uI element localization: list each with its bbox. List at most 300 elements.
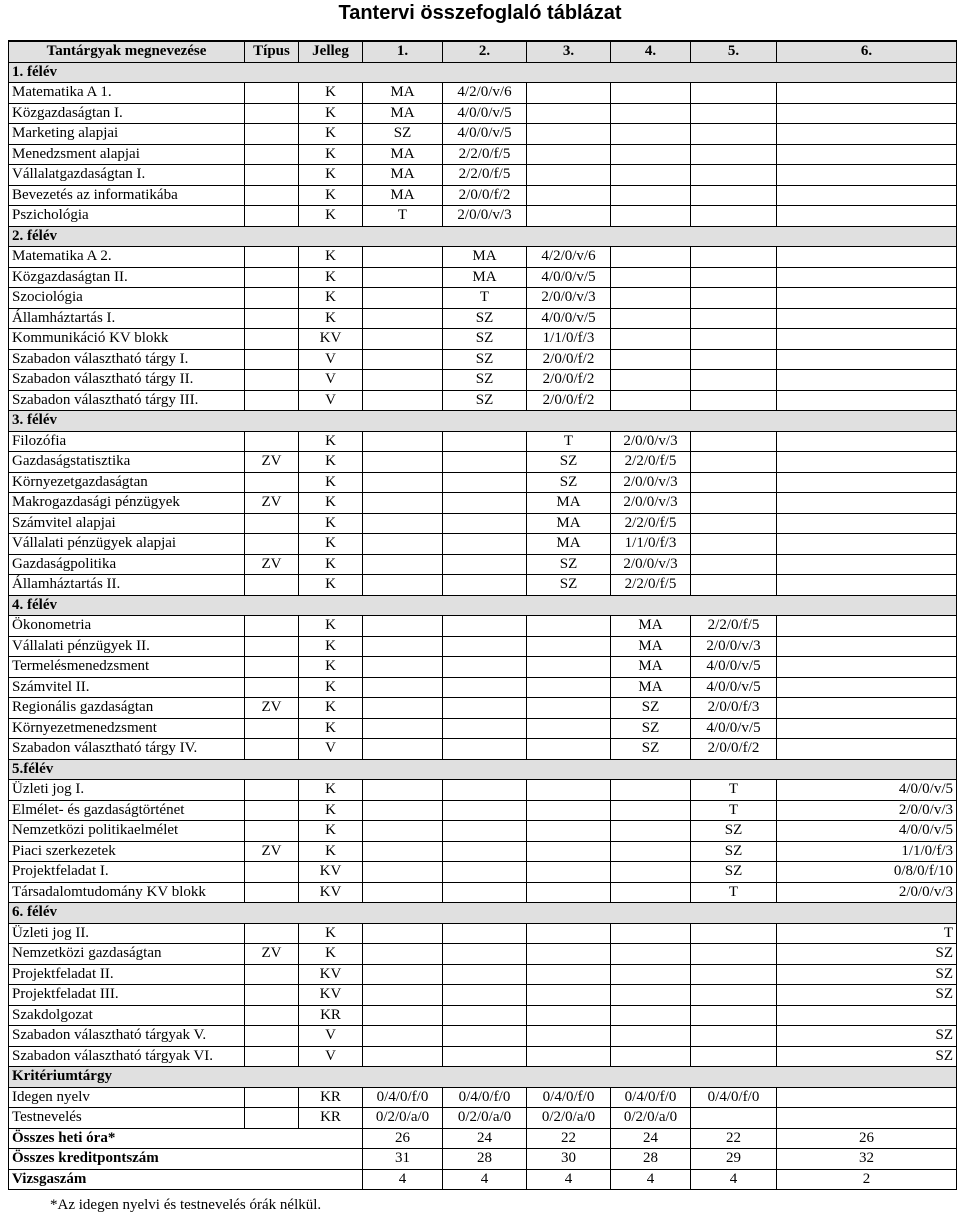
semester-6-cell: SZ xyxy=(777,964,957,985)
semester-3-cell: 2/0/0/f/2 xyxy=(527,390,611,411)
semester-6-cell: 4/0/0/v/5 xyxy=(777,780,957,801)
semester-5-cell xyxy=(691,554,777,575)
semester-4-cell: SZ xyxy=(611,698,691,719)
semester-5-cell: SZ xyxy=(691,862,777,883)
semester-6-cell: 4/0/0/v/5 xyxy=(777,821,957,842)
summary-value-sem-3: 30 xyxy=(527,1149,611,1170)
table-row xyxy=(9,472,957,493)
semester-3-cell: MA xyxy=(527,493,611,514)
semester-6-cell xyxy=(777,165,957,186)
subject-name: Vállalatgazdaságtan I. xyxy=(9,165,245,186)
table-row xyxy=(9,575,957,596)
subject-character: K xyxy=(299,247,363,268)
semester-5-cell: T xyxy=(691,780,777,801)
header-semester-6: 6. xyxy=(777,41,957,62)
subject-character: K xyxy=(299,472,363,493)
semester-5-cell: 0/4/0/f/0 xyxy=(691,1087,777,1108)
semester-2-cell xyxy=(443,862,527,883)
subject-character: KR xyxy=(299,1087,363,1108)
header-semester-3: 3. xyxy=(527,41,611,62)
semester-3-cell xyxy=(527,821,611,842)
subject-character: K xyxy=(299,698,363,719)
subject-type: ZV xyxy=(245,554,299,575)
semester-4-cell xyxy=(611,247,691,268)
summary-value-sem-1: 31 xyxy=(363,1149,443,1170)
semester-4-cell: MA xyxy=(611,616,691,637)
table-row xyxy=(9,944,957,965)
subject-character: KV xyxy=(299,329,363,350)
subject-type: ZV xyxy=(245,452,299,473)
semester-5-cell: 2/0/0/v/3 xyxy=(691,636,777,657)
table-row xyxy=(9,185,957,206)
summary-value-sem-2: 28 xyxy=(443,1149,527,1170)
subject-character: K xyxy=(299,144,363,165)
subject-character: K xyxy=(299,267,363,288)
subject-character: V xyxy=(299,739,363,760)
subject-name: Társadalomtudomány KV blokk xyxy=(9,882,245,903)
subject-name: Környezetmenedzsment xyxy=(9,718,245,739)
subject-name: Piaci szerkezetek xyxy=(9,841,245,862)
subject-type xyxy=(245,206,299,227)
semester-4-cell: 2/0/0/v/3 xyxy=(611,472,691,493)
subject-name: Szabadon választható tárgyak V. xyxy=(9,1026,245,1047)
semester-1-cell xyxy=(363,1046,443,1067)
semester-5-cell xyxy=(691,185,777,206)
semester-4-cell xyxy=(611,862,691,883)
semester-4-cell xyxy=(611,1046,691,1067)
subject-name: Kommunikáció KV blokk xyxy=(9,329,245,350)
semester-2-cell xyxy=(443,923,527,944)
semester-6-cell xyxy=(777,206,957,227)
semester-2-cell xyxy=(443,575,527,596)
subject-character: K xyxy=(299,841,363,862)
subject-character: K xyxy=(299,103,363,124)
semester-6-cell xyxy=(777,431,957,452)
semester-1-cell: MA xyxy=(363,165,443,186)
semester-1-cell xyxy=(363,800,443,821)
summary-row xyxy=(9,1149,957,1170)
subject-type xyxy=(245,739,299,760)
semester-1-cell xyxy=(363,390,443,411)
semester-2-cell xyxy=(443,431,527,452)
semester-4-cell: 1/1/0/f/3 xyxy=(611,534,691,555)
table-row xyxy=(9,1026,957,1047)
semester-2-cell xyxy=(443,1046,527,1067)
semester-3-cell xyxy=(527,83,611,104)
semester-4-cell: MA xyxy=(611,677,691,698)
semester-1-cell: T xyxy=(363,206,443,227)
table-row xyxy=(9,124,957,145)
subject-type xyxy=(245,370,299,391)
semester-6-cell: SZ xyxy=(777,1046,957,1067)
semester-3-cell: MA xyxy=(527,513,611,534)
subject-name: Vállalati pénzügyek II. xyxy=(9,636,245,657)
subject-character: K xyxy=(299,308,363,329)
semester-2-cell xyxy=(443,513,527,534)
semester-5-cell: 2/0/0/f/3 xyxy=(691,698,777,719)
semester-6-cell xyxy=(777,144,957,165)
semester-1-cell xyxy=(363,862,443,883)
subject-character: K xyxy=(299,677,363,698)
semester-1-cell xyxy=(363,1026,443,1047)
table-row xyxy=(9,841,957,862)
semester-5-cell xyxy=(691,923,777,944)
summary-value-sem-5: 22 xyxy=(691,1128,777,1149)
semester-6-cell xyxy=(777,247,957,268)
semester-2-cell: SZ xyxy=(443,329,527,350)
table-row xyxy=(9,985,957,1006)
subject-character: K xyxy=(299,944,363,965)
semester-1-cell xyxy=(363,493,443,514)
table-row xyxy=(9,103,957,124)
subject-type: ZV xyxy=(245,841,299,862)
section-title: 5.félév xyxy=(9,759,957,780)
semester-4-cell xyxy=(611,821,691,842)
semester-3-cell xyxy=(527,1005,611,1026)
semester-6-cell xyxy=(777,739,957,760)
section-title: 1. félév xyxy=(9,62,957,83)
semester-5-cell xyxy=(691,329,777,350)
subject-character: K xyxy=(299,431,363,452)
subject-type xyxy=(245,1108,299,1129)
semester-6-cell: 2/0/0/v/3 xyxy=(777,800,957,821)
semester-1-cell xyxy=(363,513,443,534)
semester-2-cell xyxy=(443,821,527,842)
semester-2-cell xyxy=(443,472,527,493)
subject-name: Gazdaságpolitika xyxy=(9,554,245,575)
table-row xyxy=(9,267,957,288)
subject-character: K xyxy=(299,575,363,596)
semester-3-cell xyxy=(527,657,611,678)
semester-4-cell xyxy=(611,267,691,288)
subject-name: Közgazdaságtan I. xyxy=(9,103,245,124)
semester-1-cell xyxy=(363,554,443,575)
semester-5-cell xyxy=(691,944,777,965)
semester-1-cell: 0/2/0/a/0 xyxy=(363,1108,443,1129)
semester-1-cell xyxy=(363,718,443,739)
semester-4-cell: 2/0/0/v/3 xyxy=(611,493,691,514)
semester-3-cell xyxy=(527,718,611,739)
table-row xyxy=(9,616,957,637)
semester-1-cell xyxy=(363,616,443,637)
subject-character: KV xyxy=(299,985,363,1006)
semester-4-cell xyxy=(611,83,691,104)
semester-3-cell xyxy=(527,780,611,801)
semester-5-cell xyxy=(691,144,777,165)
subject-character: K xyxy=(299,206,363,227)
subject-name: Közgazdaságtan II. xyxy=(9,267,245,288)
semester-4-cell: 0/4/0/f/0 xyxy=(611,1087,691,1108)
subject-name: Regionális gazdaságtan xyxy=(9,698,245,719)
semester-2-cell: 4/2/0/v/6 xyxy=(443,83,527,104)
semester-1-cell: MA xyxy=(363,103,443,124)
semester-4-cell xyxy=(611,923,691,944)
semester-2-cell: 2/0/0/v/3 xyxy=(443,206,527,227)
table-row xyxy=(9,493,957,514)
subject-character: V xyxy=(299,1026,363,1047)
section-header-row xyxy=(9,903,957,924)
semester-5-cell xyxy=(691,206,777,227)
semester-6-cell xyxy=(777,1005,957,1026)
semester-5-cell xyxy=(691,964,777,985)
semester-1-cell xyxy=(363,964,443,985)
semester-6-cell xyxy=(777,370,957,391)
semester-5-cell xyxy=(691,1005,777,1026)
subject-type xyxy=(245,165,299,186)
semester-2-cell xyxy=(443,677,527,698)
semester-4-cell xyxy=(611,329,691,350)
semester-5-cell xyxy=(691,308,777,329)
subject-type xyxy=(245,247,299,268)
semester-2-cell xyxy=(443,985,527,1006)
table-row xyxy=(9,1046,957,1067)
semester-4-cell xyxy=(611,185,691,206)
summary-label: Összes heti óra* xyxy=(9,1128,363,1149)
subject-name: Nemzetközi politikaelmélet xyxy=(9,821,245,842)
subject-character: KR xyxy=(299,1108,363,1129)
semester-3-cell xyxy=(527,862,611,883)
table-row xyxy=(9,165,957,186)
semester-1-cell xyxy=(363,452,443,473)
summary-value-sem-4: 4 xyxy=(611,1169,691,1190)
semester-1-cell xyxy=(363,780,443,801)
semester-3-cell: T xyxy=(527,431,611,452)
table-row xyxy=(9,554,957,575)
table-body xyxy=(9,62,957,1190)
semester-6-cell xyxy=(777,1108,957,1129)
semester-2-cell xyxy=(443,739,527,760)
semester-6-cell xyxy=(777,452,957,473)
summary-row xyxy=(9,1169,957,1190)
section-header-row xyxy=(9,62,957,83)
table-row xyxy=(9,1005,957,1026)
semester-4-cell: MA xyxy=(611,657,691,678)
table-row xyxy=(9,1108,957,1129)
semester-2-cell: 2/2/0/f/5 xyxy=(443,144,527,165)
table-row xyxy=(9,247,957,268)
subject-character: V xyxy=(299,1046,363,1067)
semester-2-cell: 2/2/0/f/5 xyxy=(443,165,527,186)
summary-value-sem-6: 32 xyxy=(777,1149,957,1170)
semester-4-cell xyxy=(611,370,691,391)
summary-value-sem-2: 4 xyxy=(443,1169,527,1190)
semester-1-cell xyxy=(363,1005,443,1026)
subject-character: K xyxy=(299,124,363,145)
table-row xyxy=(9,534,957,555)
table-row xyxy=(9,370,957,391)
subject-type xyxy=(245,1087,299,1108)
subject-name: Szabadon választható tárgy IV. xyxy=(9,739,245,760)
section-header-row xyxy=(9,595,957,616)
semester-6-cell xyxy=(777,124,957,145)
semester-1-cell xyxy=(363,821,443,842)
table-row xyxy=(9,390,957,411)
subject-character: K xyxy=(299,534,363,555)
subject-character: K xyxy=(299,657,363,678)
semester-4-cell xyxy=(611,1026,691,1047)
semester-3-cell: SZ xyxy=(527,472,611,493)
subject-type xyxy=(245,616,299,637)
subject-character: K xyxy=(299,923,363,944)
subject-type xyxy=(245,103,299,124)
subject-type xyxy=(245,657,299,678)
section-title: Kritériumtárgy xyxy=(9,1067,957,1088)
semester-2-cell xyxy=(443,452,527,473)
semester-5-cell: 2/2/0/f/5 xyxy=(691,616,777,637)
section-title: 4. félév xyxy=(9,595,957,616)
semester-1-cell xyxy=(363,985,443,1006)
summary-value-sem-1: 26 xyxy=(363,1128,443,1149)
semester-3-cell: SZ xyxy=(527,575,611,596)
table-row xyxy=(9,329,957,350)
semester-3-cell xyxy=(527,124,611,145)
subject-character: V xyxy=(299,349,363,370)
subject-character: K xyxy=(299,185,363,206)
semester-2-cell xyxy=(443,1005,527,1026)
header-semester-5: 5. xyxy=(691,41,777,62)
semester-6-cell xyxy=(777,185,957,206)
subject-name: Filozófia xyxy=(9,431,245,452)
semester-5-cell xyxy=(691,1046,777,1067)
subject-type xyxy=(245,513,299,534)
semester-2-cell xyxy=(443,800,527,821)
semester-4-cell xyxy=(611,1005,691,1026)
semester-1-cell xyxy=(363,944,443,965)
curriculum-table xyxy=(8,40,957,1190)
semester-4-cell xyxy=(611,964,691,985)
table-row xyxy=(9,308,957,329)
semester-1-cell: SZ xyxy=(363,124,443,145)
subject-name: Elmélet- és gazdaságtörténet xyxy=(9,800,245,821)
semester-6-cell xyxy=(777,718,957,739)
semester-1-cell: MA xyxy=(363,83,443,104)
table-row xyxy=(9,882,957,903)
subject-character: K xyxy=(299,554,363,575)
subject-name: Szabadon választható tárgyak VI. xyxy=(9,1046,245,1067)
summary-value-sem-3: 22 xyxy=(527,1128,611,1149)
semester-3-cell: 4/0/0/v/5 xyxy=(527,267,611,288)
semester-5-cell xyxy=(691,288,777,309)
subject-character: KV xyxy=(299,964,363,985)
subject-type xyxy=(245,862,299,883)
subject-character: K xyxy=(299,83,363,104)
semester-4-cell xyxy=(611,308,691,329)
semester-4-cell xyxy=(611,780,691,801)
semester-2-cell: SZ xyxy=(443,370,527,391)
semester-6-cell: SZ xyxy=(777,985,957,1006)
subject-type xyxy=(245,923,299,944)
semester-4-cell: 2/2/0/f/5 xyxy=(611,452,691,473)
semester-5-cell xyxy=(691,1108,777,1129)
semester-4-cell: SZ xyxy=(611,718,691,739)
semester-1-cell xyxy=(363,698,443,719)
semester-2-cell: SZ xyxy=(443,308,527,329)
subject-character: K xyxy=(299,718,363,739)
table-row xyxy=(9,452,957,473)
semester-2-cell xyxy=(443,841,527,862)
semester-3-cell xyxy=(527,616,611,637)
summary-value-sem-3: 4 xyxy=(527,1169,611,1190)
subject-name: Projektfeladat III. xyxy=(9,985,245,1006)
subject-name: Nemzetközi gazdaságtan xyxy=(9,944,245,965)
semester-1-cell xyxy=(363,575,443,596)
semester-2-cell xyxy=(443,780,527,801)
semester-3-cell xyxy=(527,636,611,657)
subject-type xyxy=(245,288,299,309)
subject-name: Környezetgazdaságtan xyxy=(9,472,245,493)
subject-name: Ökonometria xyxy=(9,616,245,637)
subject-name: Matematika A 2. xyxy=(9,247,245,268)
semester-1-cell xyxy=(363,267,443,288)
header-semester-2: 2. xyxy=(443,41,527,62)
semester-4-cell xyxy=(611,841,691,862)
semester-6-cell: SZ xyxy=(777,1026,957,1047)
semester-2-cell xyxy=(443,534,527,555)
summary-label: Vizsgaszám xyxy=(9,1169,363,1190)
subject-name: Államháztartás I. xyxy=(9,308,245,329)
table-row xyxy=(9,780,957,801)
subject-character: K xyxy=(299,616,363,637)
semester-5-cell: T xyxy=(691,800,777,821)
semester-3-cell xyxy=(527,841,611,862)
semester-5-cell xyxy=(691,452,777,473)
semester-5-cell: 2/0/0/f/2 xyxy=(691,739,777,760)
table-row xyxy=(9,718,957,739)
subject-type xyxy=(245,964,299,985)
semester-1-cell xyxy=(363,308,443,329)
semester-3-cell: 4/2/0/v/6 xyxy=(527,247,611,268)
subject-name: Projektfeladat II. xyxy=(9,964,245,985)
semester-3-cell: MA xyxy=(527,534,611,555)
table-row xyxy=(9,677,957,698)
header-subject: Tantárgyak megnevezése xyxy=(9,41,245,62)
semester-4-cell xyxy=(611,144,691,165)
semester-6-cell xyxy=(777,329,957,350)
semester-4-cell: 2/0/0/v/3 xyxy=(611,431,691,452)
semester-2-cell xyxy=(443,493,527,514)
semester-2-cell: SZ xyxy=(443,349,527,370)
subject-type xyxy=(245,329,299,350)
subject-type xyxy=(245,1005,299,1026)
semester-1-cell xyxy=(363,882,443,903)
subject-name: Államháztartás II. xyxy=(9,575,245,596)
semester-5-cell xyxy=(691,575,777,596)
subject-type xyxy=(245,390,299,411)
semester-4-cell xyxy=(611,103,691,124)
semester-2-cell: 4/0/0/v/5 xyxy=(443,103,527,124)
table-row xyxy=(9,636,957,657)
semester-5-cell xyxy=(691,431,777,452)
semester-5-cell: 4/0/0/v/5 xyxy=(691,677,777,698)
semester-4-cell xyxy=(611,944,691,965)
subject-character: KV xyxy=(299,862,363,883)
subject-character: K xyxy=(299,513,363,534)
section-header-row xyxy=(9,411,957,432)
subject-type xyxy=(245,472,299,493)
semester-1-cell xyxy=(363,349,443,370)
table-row xyxy=(9,862,957,883)
subject-type xyxy=(245,349,299,370)
table-row xyxy=(9,1087,957,1108)
table-row xyxy=(9,206,957,227)
semester-2-cell xyxy=(443,698,527,719)
semester-5-cell xyxy=(691,103,777,124)
footnote: *Az idegen nyelvi és testnevelés órák nélkül. xyxy=(50,1197,322,1213)
summary-value-sem-2: 24 xyxy=(443,1128,527,1149)
semester-6-cell xyxy=(777,534,957,555)
summary-value-sem-4: 24 xyxy=(611,1128,691,1149)
semester-4-cell xyxy=(611,800,691,821)
